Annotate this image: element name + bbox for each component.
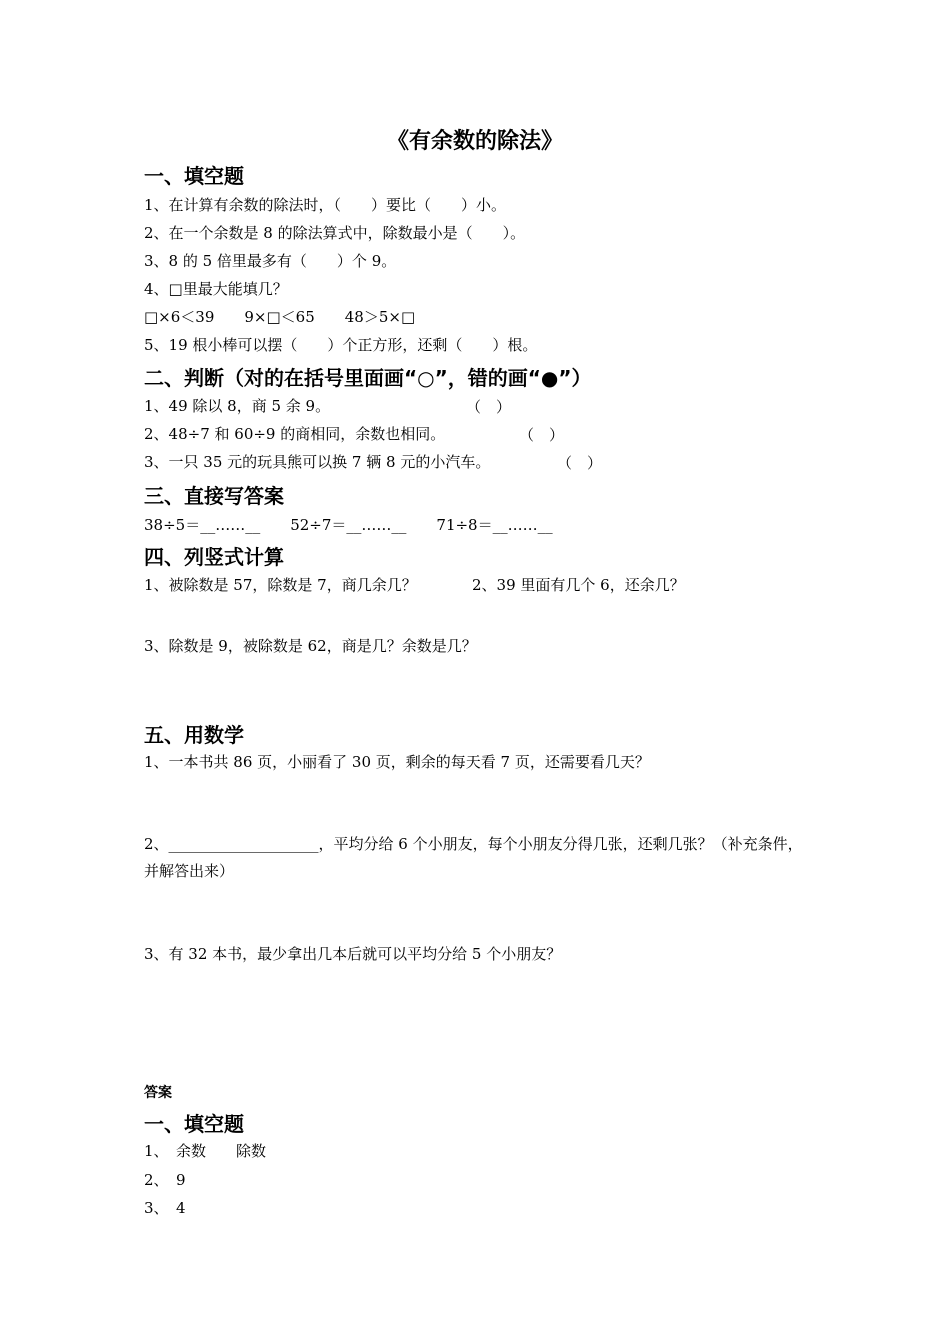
s4-question-1: 1、被除数是 57，除数是 7，商几余几？ xyxy=(144,576,417,594)
answers-section-1-heading: 一、填空题 xyxy=(144,1112,244,1136)
s1-question-4-items: □×6＜39 9×□＜65 48＞5×□ xyxy=(144,308,416,326)
s5-question-1: 1、一本书共 86 页，小丽看了 30 页，剩余的每天看 7 页，还需要看几天？ xyxy=(144,753,650,771)
s1-question-5: 5、19 根小棒可以摆（ ）个正方形，还剩（ ）根。 xyxy=(144,336,538,354)
s1-question-2: 2、在一个余数是 8 的除法算式中，除数最小是（ ）。 xyxy=(144,224,526,242)
section-2-heading: 二、判断（对的在括号里面画“○”，错的画“●”） xyxy=(144,366,592,390)
s5-question-2: 2、____________________，平均分给 6 个小朋友，每个小朋友分得几张，还剩几张？（补充条件，并解答出来） xyxy=(144,835,803,880)
s2-answer-paren-1: （ ） xyxy=(466,398,512,416)
answer-2: 2、 9 xyxy=(144,1171,186,1189)
s1-question-4: 4、□里最大能填几？ xyxy=(144,280,288,298)
section-1-heading: 一、填空题 xyxy=(144,164,244,188)
s2-question-3: 3、一只 35 元的玩具熊可以换 7 辆 8 元的小汽车。 xyxy=(144,453,491,471)
page-title: 《有余数的除法》 xyxy=(386,129,563,154)
s2-answer-paren-2: （ ） xyxy=(519,426,565,444)
s2-answer-paren-3: （ ） xyxy=(557,454,603,472)
answer-1: 1、 余数 除数 xyxy=(144,1142,267,1160)
s2-question-1: 1、49 除以 8，商 5 余 9。 xyxy=(144,397,331,415)
s5-question-3: 3、有 32 本书，最少拿出几本后就可以平均分给 5 个小朋友？ xyxy=(144,945,562,963)
s4-question-2: 2、39 里面有几个 6，还余几？ xyxy=(472,576,685,594)
answers-label: 答案 xyxy=(144,1085,172,1101)
s2-question-2: 2、48÷7 和 60÷9 的商相同，余数也相同。 xyxy=(144,425,446,443)
section-4-heading: 四、列竖式计算 xyxy=(144,545,284,569)
section-5-heading: 五、用数学 xyxy=(144,723,244,747)
s1-question-3: 3、8 的 5 倍里最多有（ ）个 9。 xyxy=(144,252,397,270)
answer-3: 3、 4 xyxy=(144,1199,186,1217)
s3-items: 38÷5＝__……__ 52÷7＝__……__ 71÷8＝__……__ xyxy=(144,516,553,534)
section-3-heading: 三、直接写答案 xyxy=(144,484,284,508)
s4-question-3: 3、除数是 9，被除数是 62，商是几？余数是几？ xyxy=(144,637,477,655)
s1-question-1: 1、在计算有余数的除法时，（ ）要比（ ）小。 xyxy=(144,196,507,214)
